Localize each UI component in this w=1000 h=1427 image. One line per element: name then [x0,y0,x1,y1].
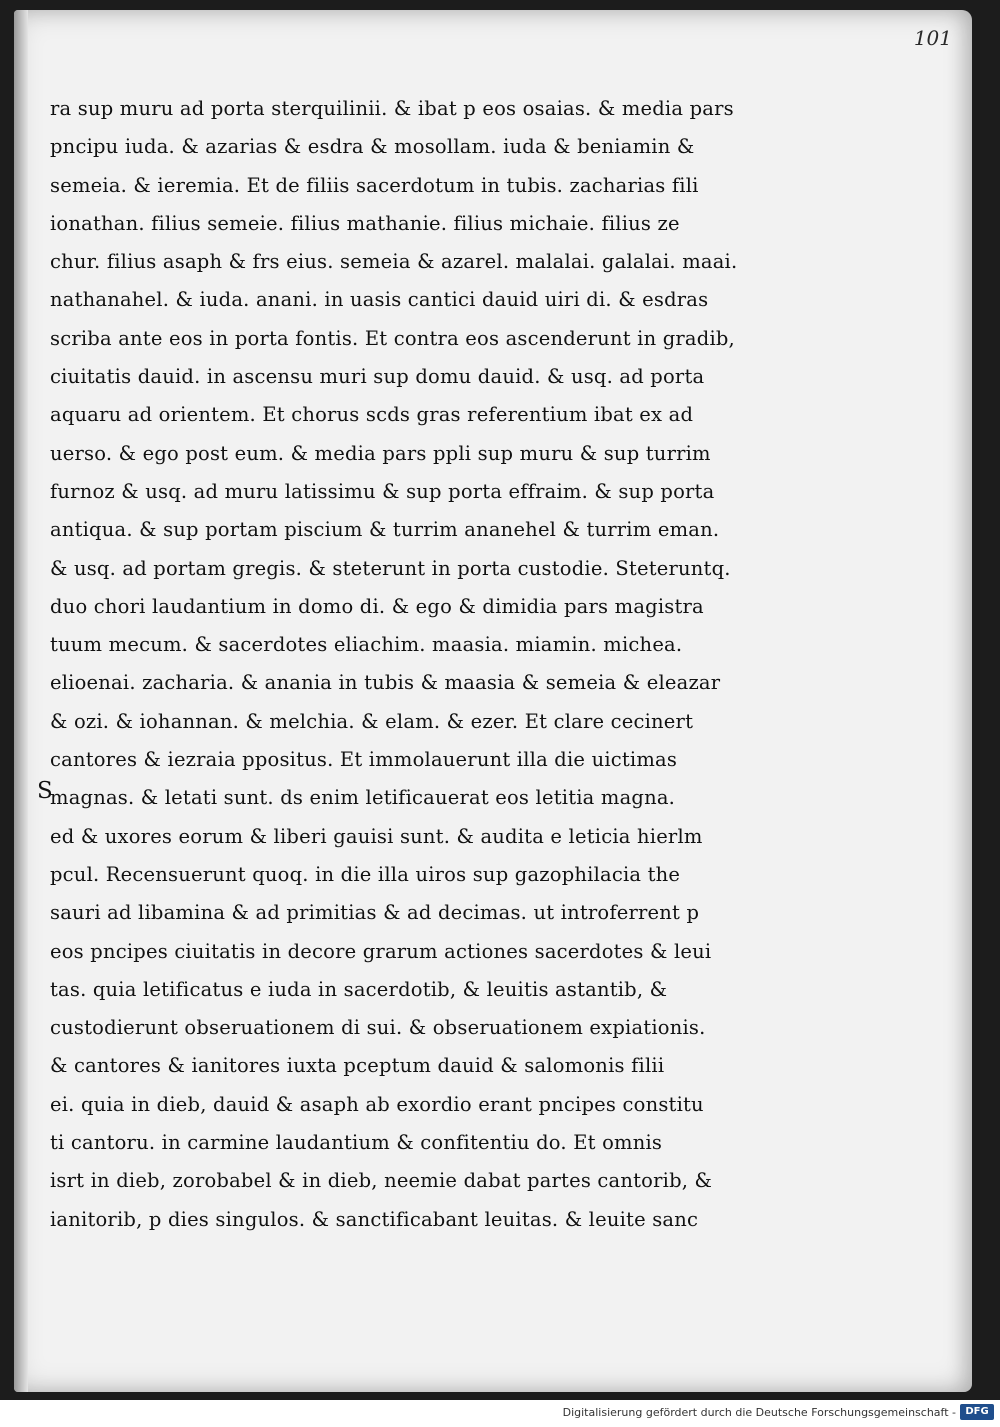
digitization-credit: Digitalisierung gefördert durch die Deutsche Forschungsgemeinschaft - [562,1406,956,1419]
text-line: ei. quia in dieb, dauid & asaph ab exordio erant pncipes constitu [50,1092,704,1116]
text-line: ti cantoru. in carmine laudantium & confitentiu do. Et omnis [50,1131,663,1155]
text-line: ed & uxores eorum & liberi gauisi sunt. & audita e leticia hierlm [50,824,703,848]
page-gutter [14,10,28,1392]
text-line: uerso. & ego post eum. & media pars ppli sup muru & sup turrim [50,441,711,465]
text-line: furnoz & usq. ad muru latissimu & sup porta effraim. & sup porta [50,479,715,503]
text-line: semeia. & ieremia. Et de filiis sacerdotum in tubis. zacharias fili [50,173,699,197]
text-line: aquaru ad orientem. Et chorus scds gras referentium ibat ex ad [50,403,694,427]
text-line: tas. quia letificatus e iuda in sacerdotib, & leuitis astantib, & [50,977,668,1001]
decorated-initial: S [37,778,53,804]
text-line: duo chori laudantium in domo di. & ego & dimidia pars magistra [50,594,704,618]
text-line: sauri ad libamina & ad primitias & ad decimas. ut introferrent p [50,901,700,925]
text-line: & usq. ad portam gregis. & steterunt in porta custodie. Steteruntq. [50,556,731,580]
manuscript-text [50,90,810,1239]
text-line: scriba ante eos in porta fontis. Et contra eos ascenderunt in gradib, [50,326,735,350]
text-line: cantores & iezraia ppositus. Et immolauerunt illa die uictimas [50,748,678,772]
text-line: eos pncipes ciuitatis in decore grarum actiones sacerdotes & leui [50,939,712,963]
text-line: pcul. Recensuerunt quoq. in die illa uiros sup gazophilacia the [50,862,681,886]
text-line: custodierunt obseruationem di sui. & obseruationem expiationis. [50,1016,706,1040]
text-line: ra sup muru ad porta sterquilinii. & ibat p eos osaias. & media pars [50,97,734,120]
text-line: & ozi. & iohannan. & melchia. & elam. & ezer. Et clare cecinert [50,709,694,733]
text-line: magnas. & letati sunt. ds enim letificauerat eos letitia magna. [50,786,676,810]
text-line: ionathan. filius semeie. filius mathanie. filius michaie. filius ze [50,211,680,235]
text-line: ciuitatis dauid. in ascensu muri sup domu dauid. & usq. ad porta [50,365,705,389]
text-line: ianitorib, p dies singulos. & sanctificabant leuitas. & leuite sanc [50,1207,699,1231]
text-line: isrt in dieb, zorobabel & in dieb, neemie dabat partes cantorib, & [50,1169,713,1193]
text-line: chur. filius asaph & frs eius. semeia & azarel. malalai. galalai. maai. [50,250,738,274]
folio-number: 101 [913,26,952,50]
text-line: antiqua. & sup portam piscium & turrim ananehel & turrim eman. [50,518,720,542]
dfg-logo: DFG [960,1404,994,1420]
text-line: tuum mecum. & sacerdotes eliachim. maasia. miamin. michea. [50,633,683,657]
text-line: elioenai. zacharia. & anania in tubis & maasia & semeia & eleazar [50,671,721,695]
text-line: & cantores & ianitores iuxta pceptum dauid & salomonis filii [50,1054,665,1078]
text-line: nathanahel. & iuda. anani. in uasis cantici dauid uiri di. & esdras [50,288,709,312]
text-line: pncipu iuda. & azarias & esdra & mosollam. iuda & beniamin & [50,135,695,159]
